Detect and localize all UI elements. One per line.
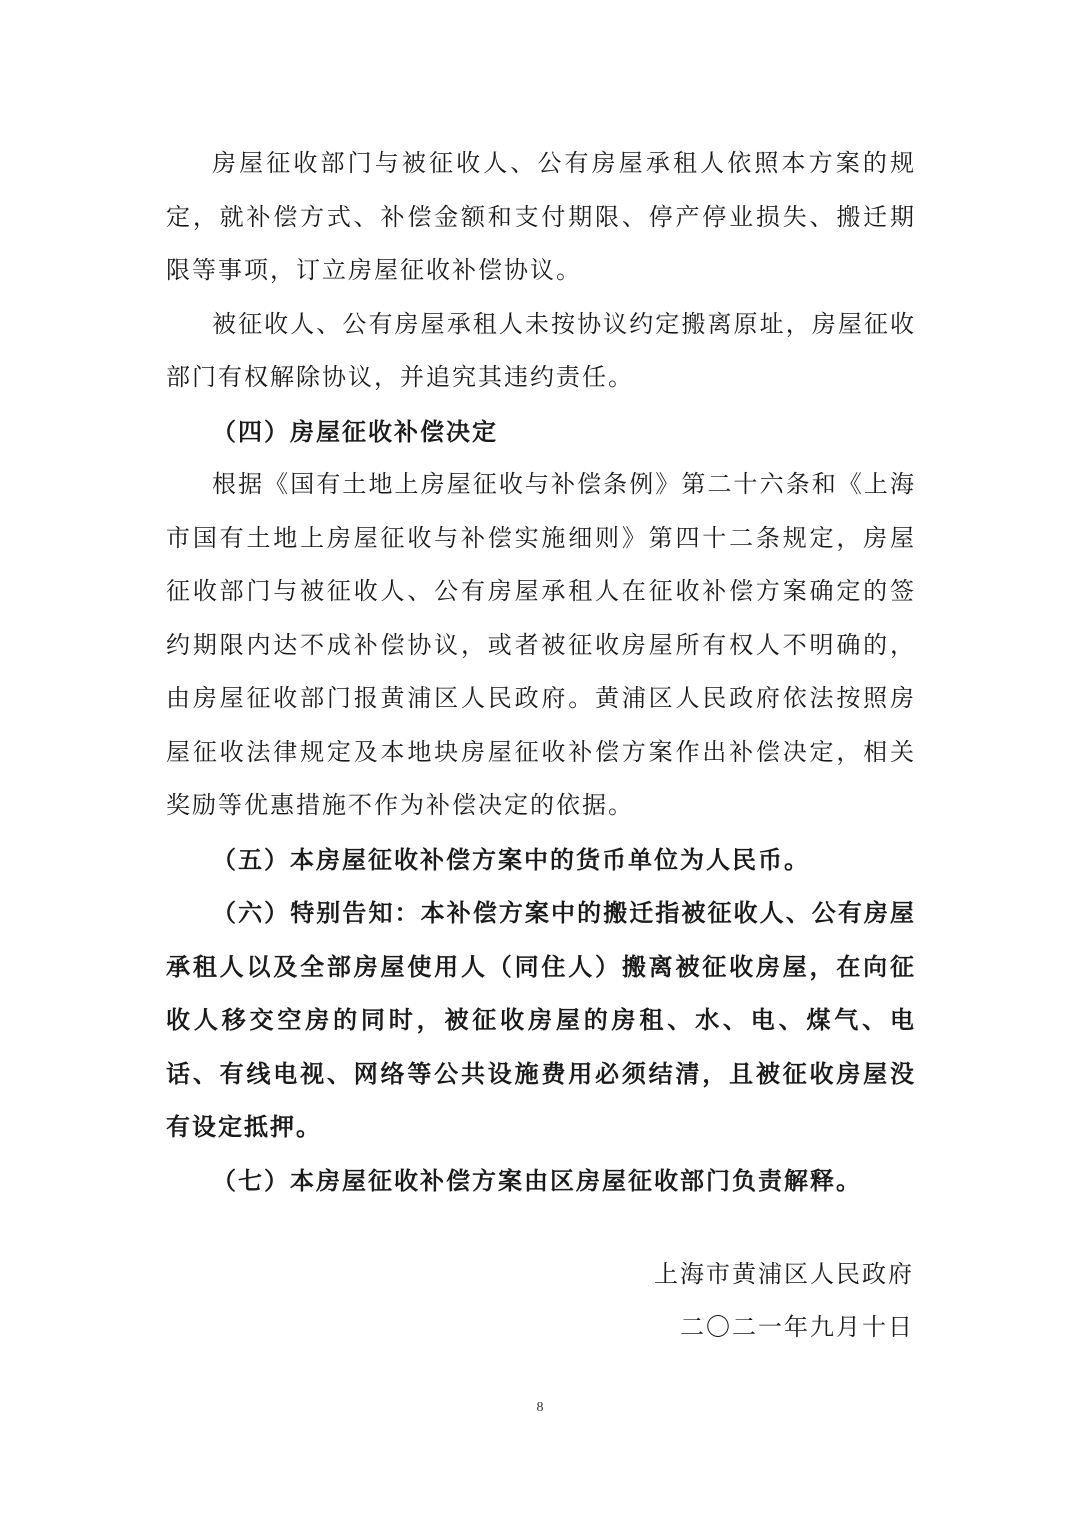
page-number: 8 xyxy=(536,1400,544,1415)
issue-date: 二〇二一年九月十日 xyxy=(680,1313,914,1341)
section-6-special-notice: （六）特别告知：本补偿方案中的搬迁指被征收人、公有房屋承租人以及全部房屋使用人（同住人）搬离被征收房屋，在向征收人移交空房的同时，被征收房屋的房租、水、电、煤气、电话、有线电视、网络等公共设施费用必须结清，且被征收房屋没有设定抵押。 xyxy=(166,898,916,1141)
document-body xyxy=(166,137,916,1207)
paragraph-agreement: 房屋征收部门与被征收人、公有房屋承租人依照本方案的规定，就补偿方式、补偿金额和支付期限、停产停业损失、搬迁期限等事项，订立房屋征收补偿协议。 xyxy=(166,149,916,284)
section-5-currency: （五）本房屋征收补偿方案中的货币单位为人民币。 xyxy=(212,844,810,874)
section-heading-4: （四）房屋征收补偿决定 xyxy=(212,416,498,446)
paragraph-breach: 被征收人、公有房屋承租人未按协议约定搬离原址，房屋征收部门有权解除协议，并追究其违约责任。 xyxy=(166,309,916,391)
issuer-name: 上海市黄浦区人民政府 xyxy=(654,1260,914,1288)
paragraph-decision: 根据《国有土地上房屋征收与补偿条例》第二十六条和《上海市国有土地上房屋征收与补偿实施细则》第四十二条规定，房屋征收部门与被征收人、公有房屋承租人在征收补偿方案确定的签约期限内达不成补偿协议，或者被征收房屋所有权人不明确的，由房屋征收部门报黄浦区人民政府。黄浦区人民政府依法按照房屋征收法律规定及本地块房屋征收补偿方案作出补偿决定，相关奖励等优惠措施不作为补偿决定的依据。 xyxy=(166,470,916,819)
signature-block xyxy=(654,1248,914,1354)
section-7-interpretation: （七）本房屋征收补偿方案由区房屋征收部门负责解释。 xyxy=(212,1165,862,1195)
